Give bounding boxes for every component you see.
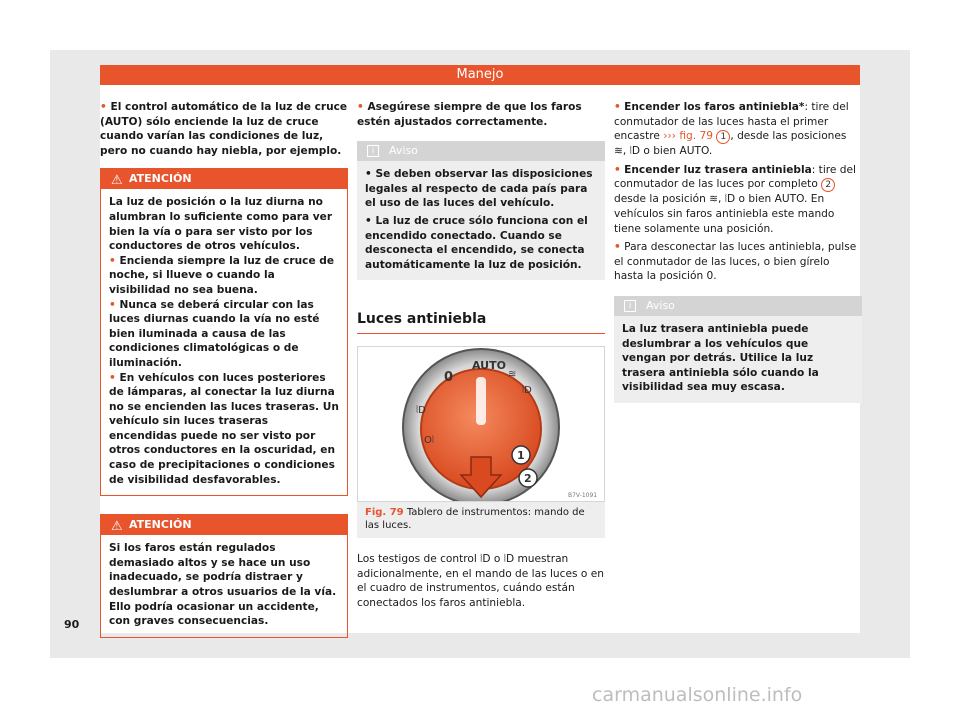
column-2 [357,100,605,610]
zero-label: 0 [444,369,454,385]
figure-light-switch [357,346,605,502]
page-number: 90 [64,618,80,631]
note-title: Aviso [646,298,675,312]
note-header [614,296,862,316]
note-body [357,161,605,280]
warning-box-2 [100,514,348,638]
bullet-heading: Encender los faros antiniebla* [624,101,805,113]
figure-caption [357,502,605,538]
warning-triangle-icon: ⚠ [111,519,123,535]
callout-ref-1: 1 [716,130,730,144]
bullet-dot: • [100,101,107,113]
warning-body [101,189,347,495]
control-lamps-paragraph: Los testigos de control ⦚D o ⦚D muestran adicionalmente, en el mando de las luces o en el cuadro de instrumentos, cuándo están conectados los faros antiniebla. [357,552,604,609]
warning-title: ATENCIÓN [129,518,192,532]
column-3 [614,100,862,403]
figure-code: B7V-1091 [568,491,598,499]
warning-body [101,535,347,637]
note-box-1 [357,141,605,280]
note-text: La luz trasera antiniebla puede deslumbrar a los vehículos que vengan por detrás. Utilice la luz trasera antiniebla sólo cuando la visibilidad sea muy escasa. [622,322,819,394]
note-body [614,316,862,403]
bullet-disconnect: • Para desconectar las luces antiniebla, pulse el conmutador de las luces, o bien gírelo hasta la posición 0. [614,241,857,283]
note-header [357,141,605,161]
rear-fog-icon: O⦚ [424,434,434,446]
bullet-dot: • [614,241,621,254]
column-1 [100,100,348,638]
warning-text: Si los faros están regulados demasiado altos y se hace un uso inadecuado, se podría distraer y deslumbrar a otros usuarios de la vía. Ello podría ocasionar un accidente, con graves consecuencias. [109,542,337,628]
knob-marker [476,377,486,425]
bullet-text: Asegúrese siempre de que los faros estén ajustados correctamente. [357,101,582,128]
low-beam-icon: ⦚D [522,384,532,396]
figure-caption-text: Tablero de instrumentos: mando de las luces. [365,506,585,531]
bullet-dot: • [357,101,364,113]
figure-label: Fig. 79 [365,506,404,518]
bullet-front-fog: • Encender los faros antiniebla*: tire del conmutador de las luces hasta el primer encastre ››› fig. 79 1 , desde las posiciones ≋, ⦚D o bien AUTO. [614,101,849,158]
warning-triangle-icon: ⚠ [111,173,123,189]
info-icon: i [624,300,636,312]
bullet-dot: • [614,101,621,113]
warning-item: • Nunca se deberá circular con las luces diurnas cuando la vía no esté bien iluminada a causa de las condiciones climatológicas o de iluminación. [109,298,320,369]
warning-intro: La luz de posición o la luz diurna no alumbran lo suficiente como para ver bien la vía o para ser visto por los conductores de otros vehículos. [109,196,333,253]
note-item: • La luz de cruce sólo funciona con el encendido conectado. Cuando se desconecta el encendido, se conecta automáticamente la luz de posición. [365,214,588,271]
info-icon: i [367,145,379,157]
warning-item: • En vehículos con luces posteriores de lámparas, al conectar la luz diurna no se encienden las luces traseras. Un vehículo sin luces traseras encendidas puede no ser visto por otros conductores en la oscuridad, en caso de precipitaciones o condiciones de visibilidad desfavorables. [109,371,339,486]
warning-title: ATENCIÓN [129,172,192,186]
callout-1-label: 1 [517,448,525,462]
note-item: • Se deben observar las disposiciones legales al respecto de cada país para el uso de las luces del vehículo. [365,168,593,210]
section-title: Luces antiniebla [357,312,605,334]
bullet-text: El control automático de la luz de cruce (AUTO) sólo enciende la luz de cruce cuando varían las condiciones de luz, pero no cuando hay niebla, por ejemplo. [100,101,348,157]
bullet-auto-control [100,100,348,158]
section-header: Manejo [100,65,860,85]
note-title: Aviso [389,144,418,158]
warning-header [101,169,347,189]
watermark: carmanualsonline.info [592,684,803,706]
bullet-dot: • [614,163,621,176]
parking-light-icon: ≋ [508,368,517,380]
callout-2-label: 2 [524,471,532,485]
warning-box-1 [100,168,348,496]
bullet-headlights-adjusted [357,100,605,129]
bullet-heading: Encender luz trasera antiniebla [624,163,812,176]
auto-label: AUTO [472,358,506,372]
callout-ref-2: 2 [821,178,835,192]
warning-item: • Encienda siempre la luz de cruce de noche, si llueve o cuando la visibilidad no sea buena. [109,254,335,296]
bullet-rear-fog: • Encender luz trasera antiniebla: tire del conmutador de las luces por completo 2 desde la posición ≋, ⦚D o bien AUTO. En vehículos sin faros antiniebla este mando tiene solamente una posición. [614,163,856,235]
light-switch-illustration [358,347,604,501]
warning-header [101,515,347,535]
figure-reference-link[interactable]: ››› fig. 79 [663,130,713,143]
front-fog-icon: ⦚D [416,404,426,416]
note-box-2 [614,296,862,403]
